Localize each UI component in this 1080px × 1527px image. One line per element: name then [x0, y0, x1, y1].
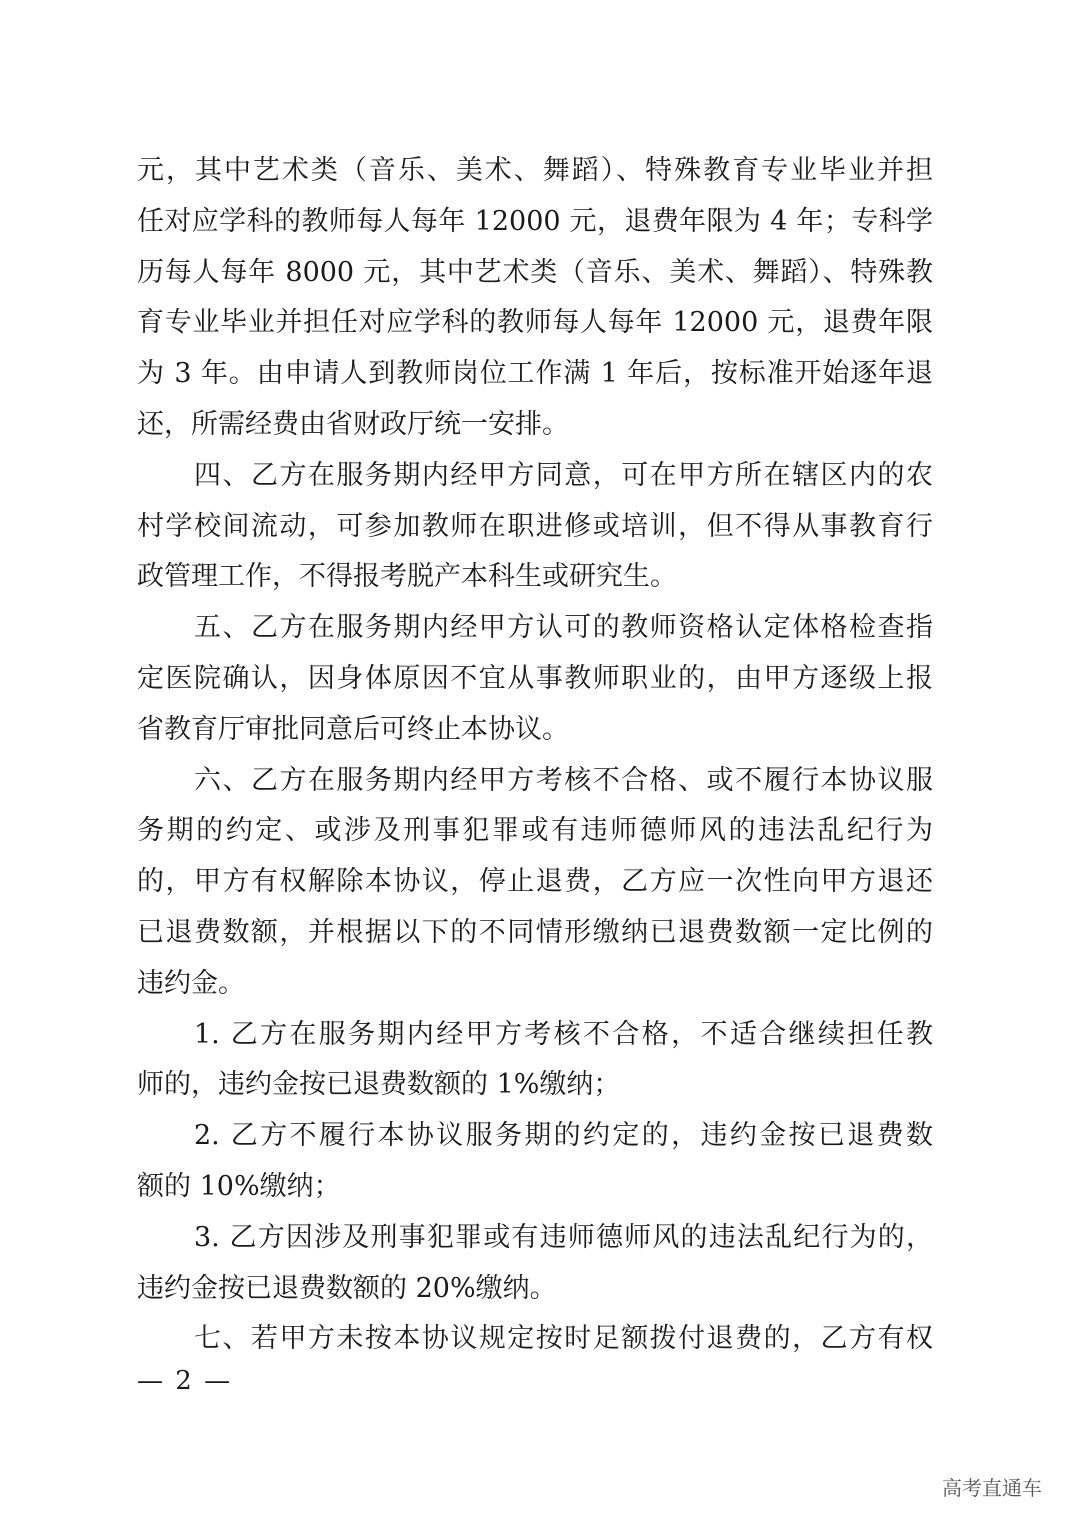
paragraph-five-start: 五、乙方在服务期内经甲方认可的教师资格认定体格检查指 — [194, 612, 933, 644]
text-line: 为 3 年。由申请人到教师岗位工作满 1 年后，按标准开始逐年退 — [137, 358, 933, 390]
text-line: 省教育厅审批同意后可终止本协议。 — [137, 713, 569, 745]
text-line: 政管理工作，不得报考脱产本科生或研究生。 — [137, 561, 677, 593]
text-line: 务期的约定、或涉及刑事犯罪或有违师德师风的违法乱纪行为 — [137, 815, 933, 847]
list-item-2-start: 2. 乙方不履行本协议服务期的约定的，违约金按已退费数 — [194, 1120, 933, 1152]
text-line: 村学校间流动，可参加教师在职进修或培训，但不得从事教育行 — [137, 510, 933, 542]
document-body — [137, 146, 933, 1365]
text-line: 的，甲方有权解除本协议，停止退费，乙方应一次性向甲方退还 — [137, 866, 933, 898]
text-line: 育专业毕业并担任对应学科的教师每人每年 12000 元，退费年限 — [137, 307, 933, 339]
text-line: 师的，违约金按已退费数额的 1%缴纳； — [137, 1069, 621, 1101]
text-line: 定医院确认，因身体原因不宜从事教师职业的，由甲方逐级上报 — [137, 662, 933, 694]
page-number: — 2 — — [137, 1366, 233, 1396]
watermark: 高考直通车 — [942, 1476, 1042, 1500]
text-line: 已退费数额，并根据以下的不同情形缴纳已退费数额一定比例的 — [137, 916, 933, 948]
text-line: 额的 10%缴纳； — [137, 1170, 341, 1202]
paragraph-six-start: 六、乙方在服务期内经甲方考核不合格、或不履行本协议服 — [194, 764, 933, 796]
text-line: 违约金按已退费数额的 20%缴纳。 — [137, 1272, 557, 1304]
list-item-3-start: 3. 乙方因涉及刑事犯罪或有违师德师风的违法乱纪行为的， — [194, 1221, 933, 1253]
text-line: 违约金。 — [137, 967, 245, 999]
paragraph-seven-start: 七、若甲方未按本协议规定按时足额拨付退费的，乙方有权 — [194, 1323, 933, 1355]
text-line: 还，所需经费由省财政厅统一安排。 — [137, 408, 569, 440]
text-line: 历每人每年 8000 元，其中艺术类（音乐、美术、舞蹈）、特殊教 — [137, 256, 933, 288]
text-line: 元，其中艺术类（音乐、美术、舞蹈）、特殊教育专业毕业并担 — [137, 155, 933, 186]
text-line: 任对应学科的教师每人每年 12000 元，退费年限为 4 年；专科学 — [137, 205, 933, 237]
paragraph-four-start: 四、乙方在服务期内经甲方同意，可在甲方所在辖区内的农 — [194, 459, 933, 491]
list-item-1-start: 1. 乙方在服务期内经甲方考核不合格，不适合继续担任教 — [194, 1018, 933, 1050]
